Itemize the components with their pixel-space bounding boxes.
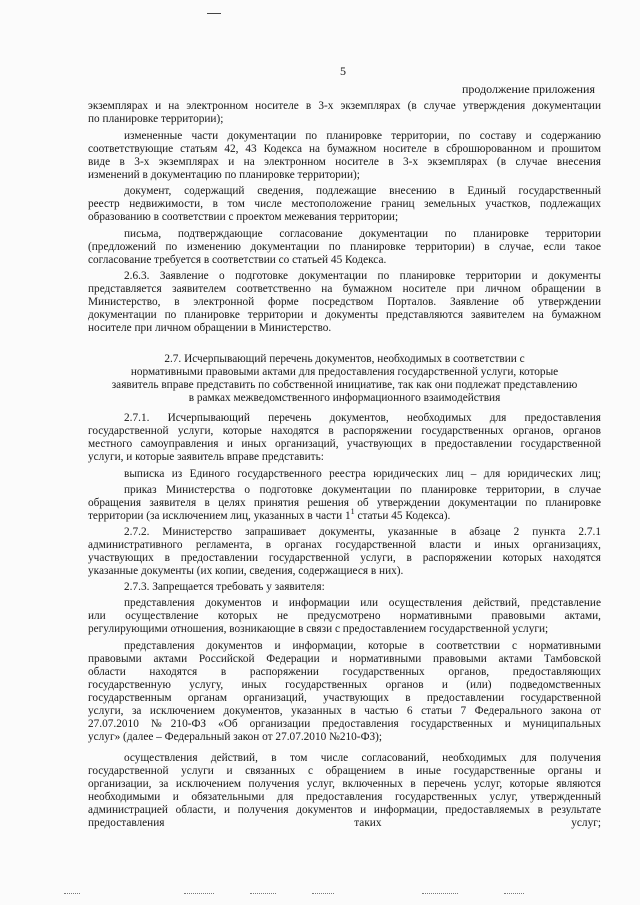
text-line: осуществления действий, в том числе согласований, необходимых для получения — [124, 752, 601, 764]
text-line: организации, за исключением получения услуг, включенных в перечень услуг, которые являются — [88, 778, 601, 790]
text-line: государственной услуги, которые находятся в распоряжении государственных органов, органов — [88, 425, 601, 437]
text-line: (предложений по изменению документации по планировке территории) в случае, если такое — [88, 241, 601, 253]
text-line: 2.7.2. Министерство запрашивает документы, указанные в абзаце 2 пункта 2.7.1 — [124, 526, 601, 538]
text-line: обращения заявителя в целях принятия решения об утверждении документации по планировке — [88, 497, 601, 509]
text-line — [88, 507, 601, 523]
text-line: реестр недвижимости, в том числе местоположение границ земельных участков, подлежащих — [88, 198, 601, 210]
text-line: Министерство, в электронной форме посредством Порталов. Заявление об утверждении — [88, 296, 601, 308]
text-line: согласование требуется в соответствии со статьей 45 Кодекса. — [88, 254, 387, 266]
text-line: указанные документы (их копии, сведения, содержащиеся в них). — [88, 565, 404, 577]
text-line: 2.7.1. Исчерпывающий перечень документов, необходимых для предоставления — [124, 412, 601, 424]
section-heading: нормативными правовыми актами для предоставления государственной услуги, которые — [130, 366, 559, 378]
text-line: приказ Министерства о подготовке документации по планировке территории, в случае — [124, 484, 601, 496]
text-line: или осуществление которых не предусмотрено нормативными правовыми актами, — [88, 610, 601, 622]
superscript: 1 — [350, 507, 355, 517]
text-line: предоставления таких услуг; — [88, 817, 601, 829]
text-line: документ, содержащий сведения, подлежащие внесению в Единый государственный — [124, 185, 601, 197]
text-line: регулирующими отношения, возникающие в связи с предоставлением государственной услуги; — [88, 623, 549, 635]
text-line: государственным органам организаций, участвующих в предоставлении государственной — [88, 692, 601, 704]
scan-mark — [250, 893, 276, 895]
text-line: выписка из Единого государственного реестра юридических лиц – для юридических лиц; — [124, 468, 601, 480]
text-line: 2.7.3. Запрещается требовать у заявителя: — [124, 581, 325, 593]
text-line: изменений в документацию по планировке территории); — [88, 169, 360, 181]
text-line: услуг» (далее – Федеральный закон от 27.07.2010 №210-ФЗ); — [88, 731, 383, 743]
text-line: государственную услугу, иных государственных органов и (или) подведомственных — [88, 679, 601, 691]
scan-mark — [504, 893, 524, 895]
text-line: представления документов и информации, которые в соответствии с нормативными — [124, 640, 601, 652]
section-heading: 2.7. Исчерпывающий перечень документов, необходимых в соответствии с — [164, 353, 525, 365]
text-line: соответствующие статьям 42, 43 Кодекса на бумажном носителе в сброшюрованном и прошитом — [88, 143, 601, 155]
text-line: виде в 3-х экземплярах и на электронном носителе в 3-х экземплярах (в случае внесения — [88, 156, 601, 168]
text-line: документации по планировке территории и документы представляются заявителем на бумажном — [88, 309, 601, 321]
text-line: административного регламента, в органах государственной власти и иных организациях, — [88, 539, 601, 551]
scan-mark — [64, 893, 80, 895]
section-heading: заявитель вправе представить по собственной инициативе, так как они подлежат представлению — [111, 379, 578, 391]
text-line: области находятся в распоряжении государственных органов, предоставляющих — [88, 666, 601, 678]
text-line: услуги, за исключением документов, указанных в частью 6 статьи 7 Федерального закона от — [88, 705, 601, 717]
text-line: государственной услуги и связанных с обращением в иные государственные органы и — [88, 765, 601, 777]
text-line: услуги, и которые заявитель вправе представить: — [88, 451, 324, 463]
text-line: участвующих в предоставлении государственной услуги, в распоряжении которых находятся — [88, 552, 601, 564]
text-line: представления документов и информации или осуществления действий, представление — [124, 597, 601, 609]
scan-mark — [312, 893, 334, 895]
page-number: 5 — [340, 64, 346, 78]
continuation-note: продолжение приложения — [462, 82, 595, 96]
text-line: представляется заявителем соответственно на бумажном носителе при личном обращении в — [88, 283, 601, 295]
section-heading: в рамках межведомственного информационного взаимодействия — [188, 392, 501, 404]
text-line: администрацией области, и получения документов и информации, предоставляемых в результате — [88, 804, 601, 816]
text-line: письма, подтверждающие согласование документации по планировке территории — [124, 228, 601, 240]
scan-mark — [184, 893, 214, 895]
text-line: правовыми актами Российской Федерации и нормативными правовыми актами Тамбовской — [88, 653, 601, 665]
text-line: 27.07.2010 №210-ФЗ «Об организации предоставления государственных и муниципальных — [88, 718, 601, 730]
text-line: измененные части документации по планировке территории, по составу и содержанию — [124, 130, 601, 142]
scan-mark — [422, 893, 458, 895]
text-line: экземплярах и на электронном носителе в 3-х экземплярах (в случае утверждения документации — [88, 100, 601, 112]
text-line: необходимыми и обязательными для предоставления государственных услуг, утвержденный — [88, 791, 601, 803]
scan-mark — [207, 13, 221, 14]
text-line: местного самоуправления и иных организаций, участвующих в предоставлении государственной — [88, 438, 601, 450]
text-line: по планировке территории); — [88, 113, 224, 125]
text-fragment: статьи 45 Кодекса). — [354, 510, 451, 522]
text-fragment: территории (за исключением лиц, указанных в части 1 — [88, 510, 351, 522]
text-line: носителе при личном обращении в Министерство. — [88, 322, 332, 334]
text-line: 2.6.3. Заявление о подготовке документации по планировке территории и документы — [124, 270, 601, 282]
text-line: образованию в соответствии с проектом межевания территории; — [88, 211, 399, 223]
